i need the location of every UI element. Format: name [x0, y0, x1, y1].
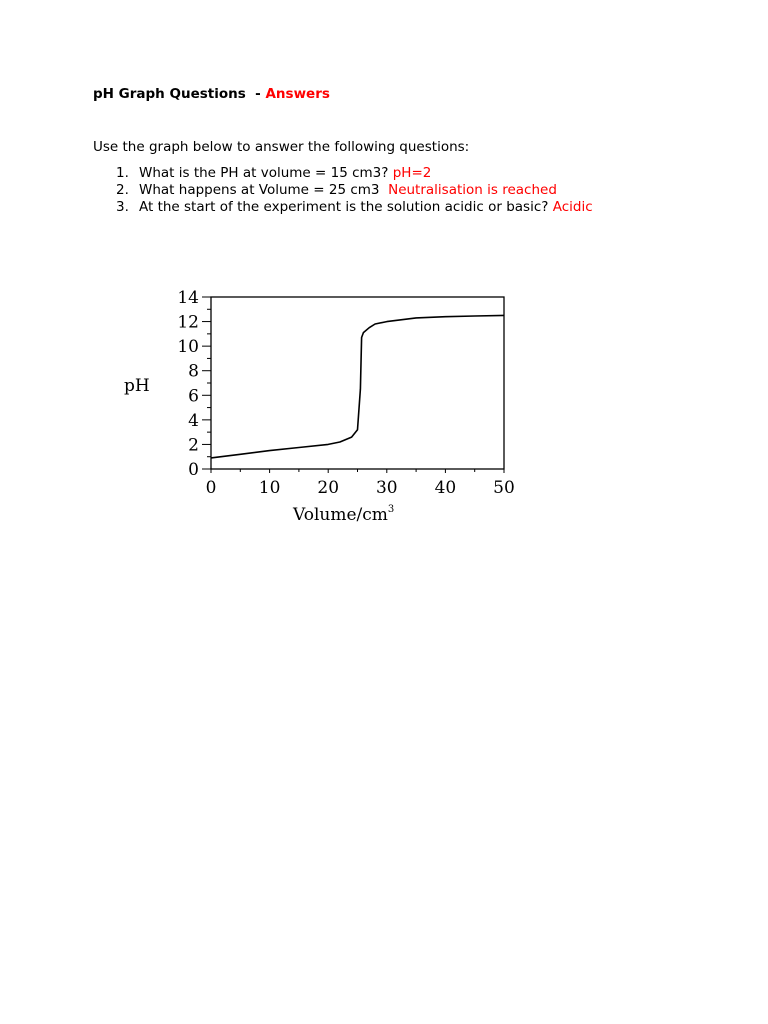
x-tick-label: 50	[493, 478, 515, 498]
y-tick-label: 12	[177, 312, 199, 333]
question-answer: Neutralisation is reached	[388, 182, 557, 198]
y-tick-label: 10	[177, 337, 199, 358]
x-tick-label: 30	[375, 478, 398, 498]
x-axis-label	[292, 504, 394, 525]
question-answer: Acidic	[552, 199, 593, 215]
ph-titration-chart	[110, 282, 530, 532]
question-text: What is the PH at volume = 15 cm3?	[139, 165, 393, 181]
x-tick-label: 10	[258, 478, 281, 498]
question-item	[116, 165, 593, 182]
y-tick-label: 8	[188, 361, 199, 382]
question-list	[116, 165, 593, 216]
question-item	[116, 182, 593, 199]
question-number: 3.	[116, 199, 129, 215]
plot-frame	[211, 297, 504, 469]
question-number: 1.	[116, 165, 129, 181]
question-answer: pH=2	[392, 165, 432, 181]
question-text: What happens at Volume = 25 cm3	[139, 182, 389, 198]
x-axis-label-text: Volume/cm	[293, 505, 388, 525]
ph-curve-line	[211, 315, 504, 458]
y-tick-label: 6	[188, 386, 199, 407]
title-separator: -	[245, 86, 266, 102]
x-tick-label: 0	[205, 478, 217, 498]
title-text: pH Graph Questions	[93, 86, 246, 102]
y-tick-label: 4	[188, 410, 199, 431]
page-title	[93, 86, 330, 102]
x-tick-label: 20	[317, 478, 340, 498]
x-tick-label: 40	[434, 478, 457, 498]
intro-text: Use the graph below to answer the following questions:	[93, 139, 470, 155]
question-text: At the start of the experiment is the solution acidic or basic?	[139, 199, 553, 215]
y-axis-label: pH	[124, 376, 150, 396]
question-item	[116, 199, 593, 216]
y-tick-label: 14	[177, 288, 199, 308]
title-answers: Answers	[265, 86, 330, 102]
x-axis-label-superscript: 3	[387, 504, 395, 515]
question-number: 2.	[116, 182, 129, 198]
y-tick-label: 2	[188, 435, 199, 456]
y-tick-label: 0	[188, 460, 199, 480]
